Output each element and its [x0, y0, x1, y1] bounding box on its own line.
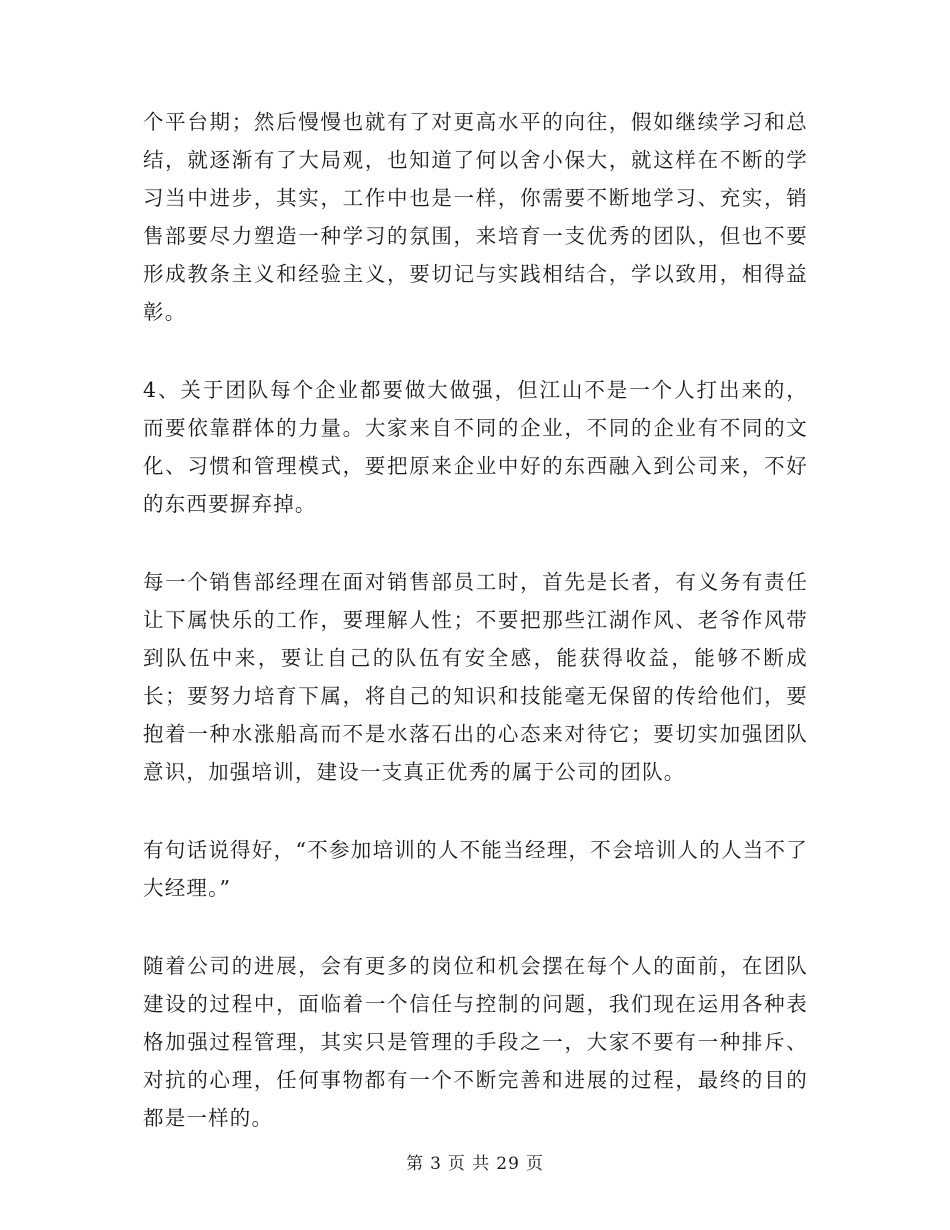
current-page-number: 3 [430, 1154, 442, 1174]
footer-prefix: 第 [406, 1154, 425, 1174]
footer-middle: 页 共 [447, 1154, 491, 1174]
footer-suffix: 页 [525, 1154, 544, 1174]
page-footer [0, 1152, 950, 1176]
document-body [143, 103, 808, 1177]
paragraph: 有句话说得好，“不参加培训的人不能当经理，不会培训人的人当不了大经理。” [143, 838, 808, 900]
total-page-count: 29 [496, 1154, 520, 1174]
paragraph: 随着公司的进展，会有更多的岗位和机会摆在每个人的面前，在团队建设的过程中，面临着一个信任与控制的问题，我们现在运用各种表格加强过程管理，其实只是管理的手段之一，大家不要有一种排斥、对抗的心理，任何事物都有一个不断完善和进展的过程，最终的目的都是一样的。 [143, 954, 808, 1130]
paragraph: 每一个销售部经理在面对销售部员工时，首先是长者，有义务有责任让下属快乐的工作，要理解人性；不要把那些江湖作风、老爷作风带到队伍中来，要让自己的队伍有安全感，能获得收益，能够不断成长；要努力培育下属，将自己的知识和技能毫无保留的传给他们，要抱着一种水涨船高而不是水落石出的心态来对待它；要切实加强团队意识，加强培训，建设一支真正优秀的属于公司的团队。 [143, 570, 808, 784]
paragraph: 4、关于团队每个企业都要做大做强，但江山不是一个人打出来的，而要依靠群体的力量。大家来自不同的企业，不同的企业有不同的文化、习惯和管理模式，要把原来企业中好的东西融入到公司来，不好的东西要摒弃掉。 [143, 378, 808, 516]
paragraph: 个平台期；然后慢慢也就有了对更高水平的向往，假如继续学习和总结，就逐渐有了大局观，也知道了何以舍小保大，就这样在不断的学习当中进步，其实，工作中也是一样，你需要不断地学习、充实，销售部要尽力塑造一种学习的氛围，来培育一支优秀的团队，但也不要形成教条主义和经验主义，要切记与实践相结合，学以致用，相得益彰。 [143, 110, 808, 324]
